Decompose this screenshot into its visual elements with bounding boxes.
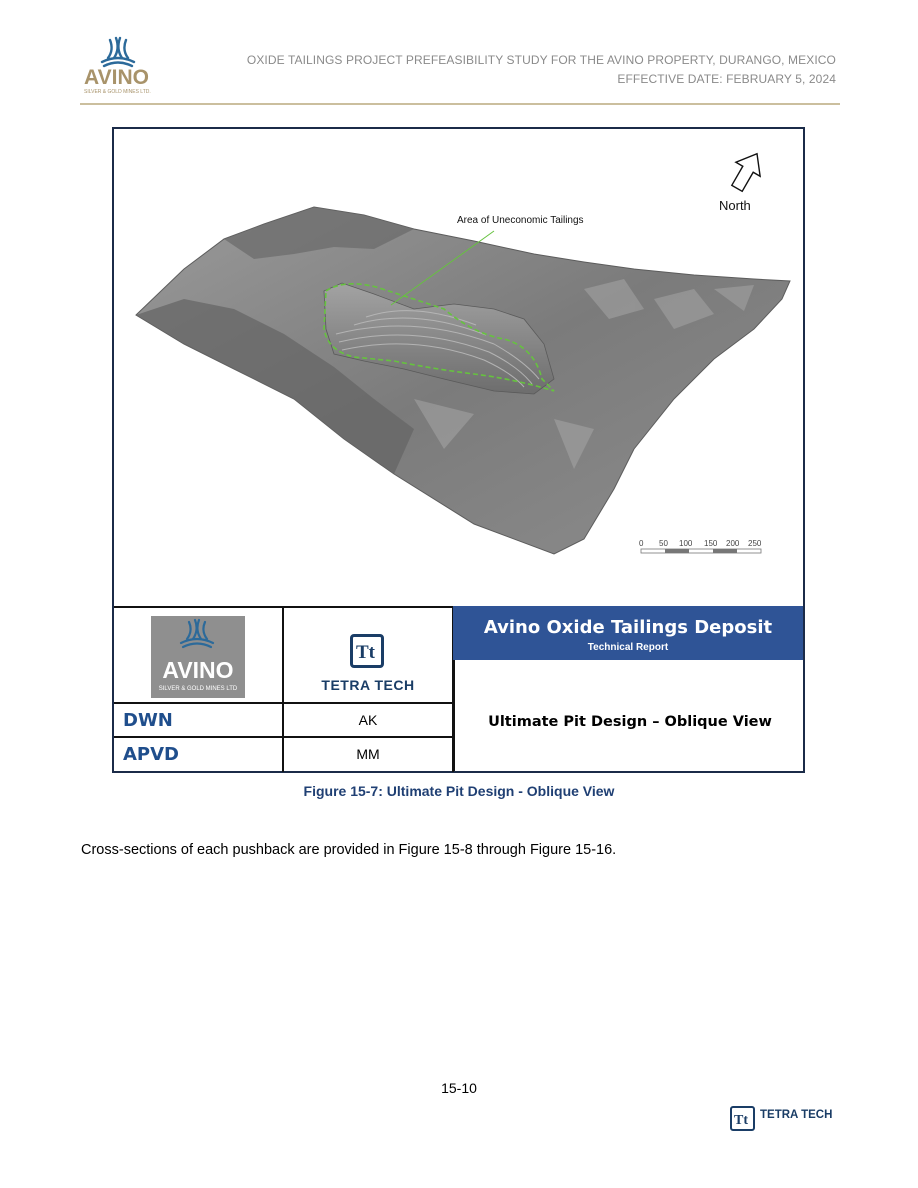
- apvd-value: MM: [356, 746, 380, 762]
- drawing-title: Ultimate Pit Design – Oblique View: [488, 714, 772, 730]
- scale-label-200: 200: [726, 539, 740, 548]
- avino-logo-subtext: SILVER & GOLD MINES LTD.: [84, 89, 151, 95]
- apvd-label: APVD: [123, 744, 179, 765]
- dwn-label-cell: [114, 702, 284, 738]
- apvd-value-cell: [284, 736, 454, 772]
- dwn-value: AK: [358, 712, 378, 728]
- north-arrow-icon: [725, 147, 769, 196]
- header-rule: [80, 103, 840, 105]
- tetratech-wordmark: TETRA TECH: [321, 677, 415, 693]
- avino-logo-text: AVINO: [84, 66, 149, 89]
- avino-emblem-icon: [151, 616, 245, 698]
- avino-emblem-icon: [80, 36, 160, 98]
- avino-logo-subtext: SILVER & GOLD MINES LTD: [158, 686, 238, 692]
- scale-label-100: 100: [679, 539, 693, 548]
- header-title-line1: OXIDE TAILINGS PROJECT PREFEASIBILITY STUDY FOR THE AVINO PROPERTY, DURANGO, MEXICO: [246, 53, 836, 67]
- apvd-label-cell: [114, 736, 284, 772]
- figure-frame: [112, 127, 805, 773]
- header-date-line: EFFECTIVE DATE: FEBRUARY 5, 2024: [617, 72, 836, 86]
- scale-label-250: 250: [748, 539, 762, 548]
- footer-wordmark: TETRA TECH: [760, 1109, 833, 1121]
- dwn-label: DWN: [123, 710, 173, 731]
- scale-label-150: 150: [704, 539, 718, 548]
- avino-logo-text: AVINO: [162, 657, 234, 683]
- avino-logo-box: [151, 616, 245, 698]
- title-block: [114, 606, 803, 771]
- drawing-title-cell: [453, 660, 805, 771]
- dwn-value-cell: [284, 702, 454, 738]
- scale-label-0: 0: [639, 539, 644, 548]
- title-block-logo-cell: [114, 606, 284, 702]
- tetratech-logo-icon: [730, 1106, 755, 1131]
- report-type: Technical Report: [587, 642, 669, 653]
- figure-caption: Figure 15-7: Ultimate Pit Design - Oblique View: [303, 783, 615, 799]
- footer-logo: [730, 1106, 840, 1132]
- tetratech-logo-icon: [350, 634, 384, 668]
- page-number: 15-10: [441, 1080, 477, 1096]
- north-label: North: [719, 198, 751, 213]
- avino-header-logo: [80, 36, 160, 98]
- title-block-tetratech-cell: [284, 606, 454, 702]
- scale-label-50: 50: [659, 539, 668, 548]
- project-title: Avino Oxide Tailings Deposit: [483, 617, 773, 638]
- svg-text:Tt: Tt: [734, 1113, 748, 1128]
- title-band: [453, 606, 803, 660]
- area-annotation-label: Area of Uneconomic Tailings: [457, 215, 584, 226]
- svg-text:Tt: Tt: [356, 642, 375, 663]
- body-paragraph: Cross-sections of each pushback are provided in Figure 15-8 through Figure 15-16.: [81, 842, 617, 858]
